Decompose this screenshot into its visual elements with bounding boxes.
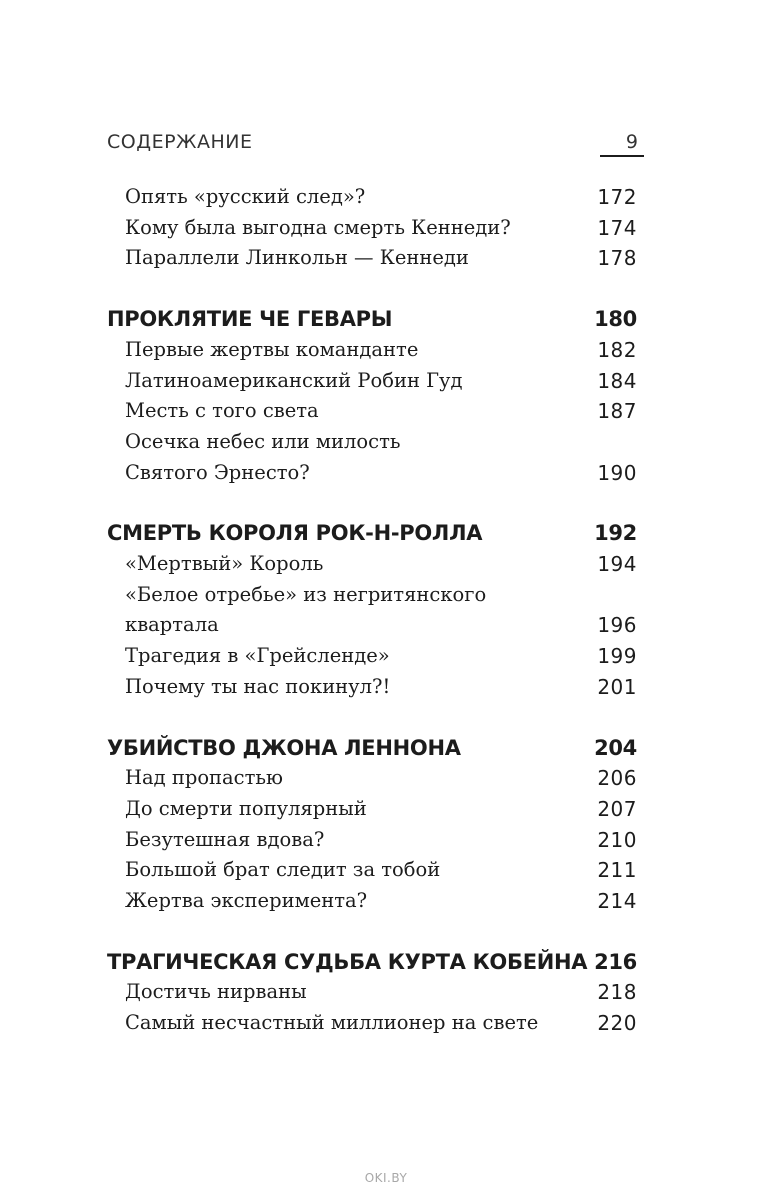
toc-entry — [125, 825, 637, 855]
toc-entry — [125, 335, 637, 365]
toc-entry — [125, 977, 637, 1007]
toc-entry-page: 211 — [597, 858, 637, 883]
toc-chapter-title: СМЕРТЬ КОРОЛЯ РОК-Н-РОЛЛА — [107, 521, 483, 546]
toc-entry — [125, 794, 637, 824]
toc-entry — [125, 641, 637, 671]
toc-chapter-page: 192 — [594, 521, 637, 546]
toc-entry-title: Осечка небес или милость — [125, 429, 401, 453]
toc-entry-title: Латиноамериканский Робин Гуд — [125, 368, 463, 392]
toc-entry-page: 178 — [597, 246, 637, 271]
toc-entry-page: 214 — [597, 889, 637, 913]
toc-entry — [125, 855, 637, 885]
toc-entry-page: 218 — [597, 980, 637, 1005]
toc-entry-title: «Мертвый» Король — [125, 552, 324, 575]
toc-chapter-page: 204 — [594, 735, 637, 760]
toc-entry-page: 172 — [597, 185, 637, 209]
toc-entry — [125, 243, 637, 273]
toc-entry — [125, 458, 637, 488]
toc-entry-title: Над пропастью — [125, 766, 283, 790]
toc-entry-page: 220 — [597, 1011, 637, 1036]
toc-entry-title: Безутешная вдова? — [125, 827, 325, 851]
toc-entry — [125, 427, 637, 457]
toc-entry — [125, 886, 637, 916]
toc-entry-title: Достичь нирваны — [125, 980, 307, 1004]
toc-entry-title: Почему ты нас покинул?! — [125, 674, 391, 698]
toc-entry-title: Месть с того света — [125, 399, 319, 423]
toc-entry — [125, 182, 637, 212]
toc-entry-title: Самый несчастный миллионер на свете — [125, 1011, 539, 1035]
page-header-title: СОДЕРЖАНИЕ — [107, 131, 253, 153]
toc-entry-title: Первые жертвы команданте — [125, 337, 419, 361]
toc-entry-title: «Белое отребье» из негритянского — [125, 582, 487, 606]
toc-chapter-title: ПРОКЛЯТИЕ ЧЕ ГЕВАРЫ — [107, 307, 393, 332]
toc-entry-title: Параллели Линкольн — Кеннеди — [125, 246, 469, 270]
toc-entry — [125, 763, 637, 793]
toc-entry-page: 196 — [597, 613, 637, 638]
toc-entry — [125, 580, 637, 610]
toc-entry — [125, 366, 637, 396]
toc-entry-page: 199 — [597, 644, 637, 669]
watermark: OKI.BY — [364, 1171, 408, 1185]
toc-entry-page: 210 — [597, 827, 637, 852]
toc-entry-title: Кому была выгодна смерть Кеннеди? — [125, 215, 511, 239]
toc-chapter — [107, 732, 637, 764]
page-number: 9 — [600, 131, 644, 157]
toc-entry — [125, 549, 637, 579]
toc-entry — [125, 396, 637, 426]
toc-entry-title: Большой брат следит за тобой — [125, 858, 441, 882]
toc-chapter-title: УБИЙСТВО ДЖОНА ЛЕННОНА — [107, 735, 461, 760]
toc-entry-page: 184 — [597, 368, 637, 393]
toc-entry — [125, 610, 637, 640]
toc-entry-page: 206 — [597, 766, 637, 791]
toc-entry — [125, 213, 637, 243]
toc-entry-page: 201 — [597, 674, 637, 699]
toc-chapter — [107, 303, 637, 335]
toc-entry — [125, 672, 637, 702]
toc-entry-page: 194 — [597, 552, 637, 576]
toc-entry-page: 182 — [597, 337, 637, 362]
toc-entry-title: До смерти популярный — [125, 796, 367, 820]
toc-chapter-page: 216 — [594, 949, 637, 974]
toc-entry-page: 190 — [597, 460, 637, 485]
toc-entry-page: 187 — [597, 399, 637, 424]
toc-entry-page: 174 — [597, 215, 637, 240]
toc-entry — [125, 1008, 637, 1038]
toc-entry-title: Трагедия в «Грейсленде» — [125, 644, 390, 668]
toc-chapter-page: 180 — [594, 307, 637, 332]
toc-chapter-title: ТРАГИЧЕСКАЯ СУДЬБА КУРТА КОБЕЙНА — [107, 949, 588, 974]
toc-entry-page: 207 — [597, 796, 637, 821]
toc-entry-title: Опять «русский след»? — [125, 185, 366, 208]
toc-chapter — [107, 946, 637, 978]
toc-entry-title: квартала — [125, 613, 219, 637]
toc-entry-title: Святого Эрнесто? — [125, 460, 310, 484]
toc-chapter — [107, 517, 637, 549]
toc-entry-title: Жертва эксперимента? — [125, 889, 368, 912]
